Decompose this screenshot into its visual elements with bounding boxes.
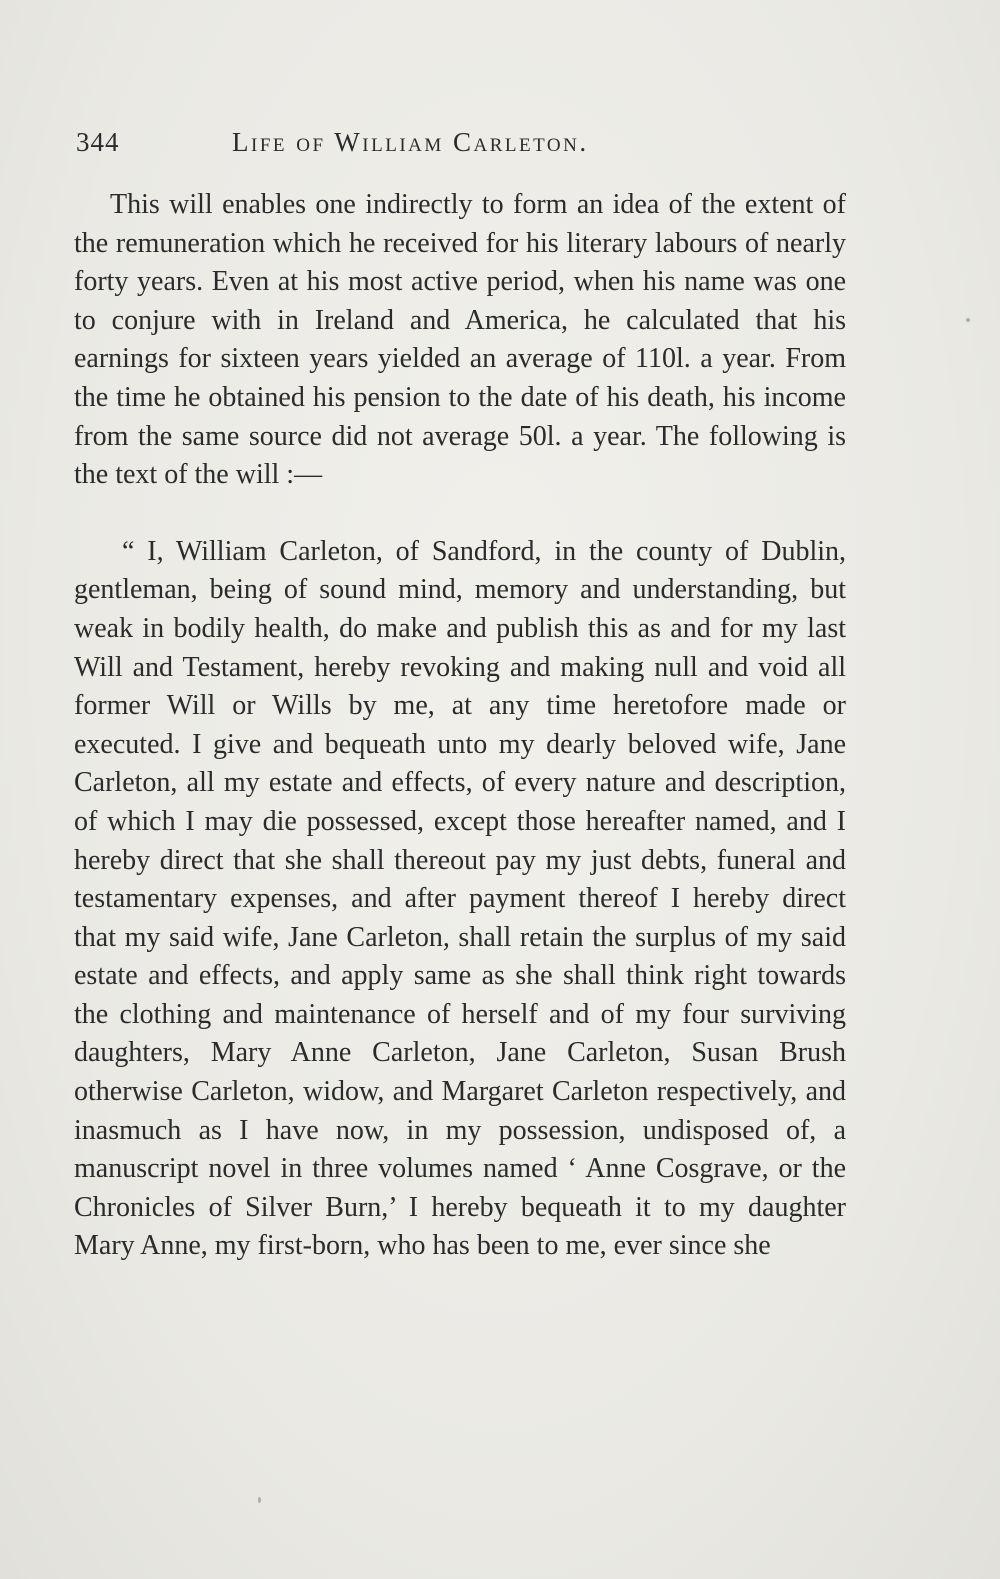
page-header <box>76 127 856 171</box>
paragraph-will-text: “ I, William Carleton, of Sandford, in the county of Dublin, gentleman, being of sound mind, memory and understanding, but weak in bodily health, do make and publish this as and for my last Will and Testament, hereby revoking and making null and void all former Will or Wills by me, at any time heretofore made or executed. I give and bequeath unto my dearly beloved wife, Jane Carleton, all my estate and effects, of every nature and description, of which I may die possessed, except those hereafter named, and I hereby direct that she shall thereout pay my just debts, funeral and testamentary expenses, and after payment thereof I hereby direct that my said wife, Jane Carleton, shall retain the surplus of my said estate and effects, and apply same as she shall think right towards the clothing and maintenance of herself and of my four surviving daughters, Mary Anne Carleton, Jane Carleton, Susan Brush otherwise Carleton, widow, and Margaret Carleton respectively, and inasmuch as I have now, in my possession, undisposed of, a manuscript novel in three volumes named ‘ Anne Cosgrave, or the Chronicles of Silver Burn,’ I hereby bequeath it to my daughter Mary Anne, my first-born, who has been to me, ever since she <box>74 535 846 1262</box>
body-text <box>74 186 846 1266</box>
paper-speck <box>258 1497 261 1503</box>
page-number: 344 <box>76 127 120 157</box>
paper-speck <box>966 318 970 322</box>
paragraph-remuneration: This will enables one indirectly to form an idea of the extent of the remuneration which he received for his literary labours of nearly forty years. Even at his most active period, when his name was one to conjure with in Ireland and America, he calculated that his earnings for sixteen years yielded an average of 110l. a year. From the time he obtained his pension to the date of his death, his income from the same source did not average 50l. a year. The following is the text of the will :— <box>74 189 846 491</box>
running-title: Life of William Carleton. <box>232 127 589 157</box>
